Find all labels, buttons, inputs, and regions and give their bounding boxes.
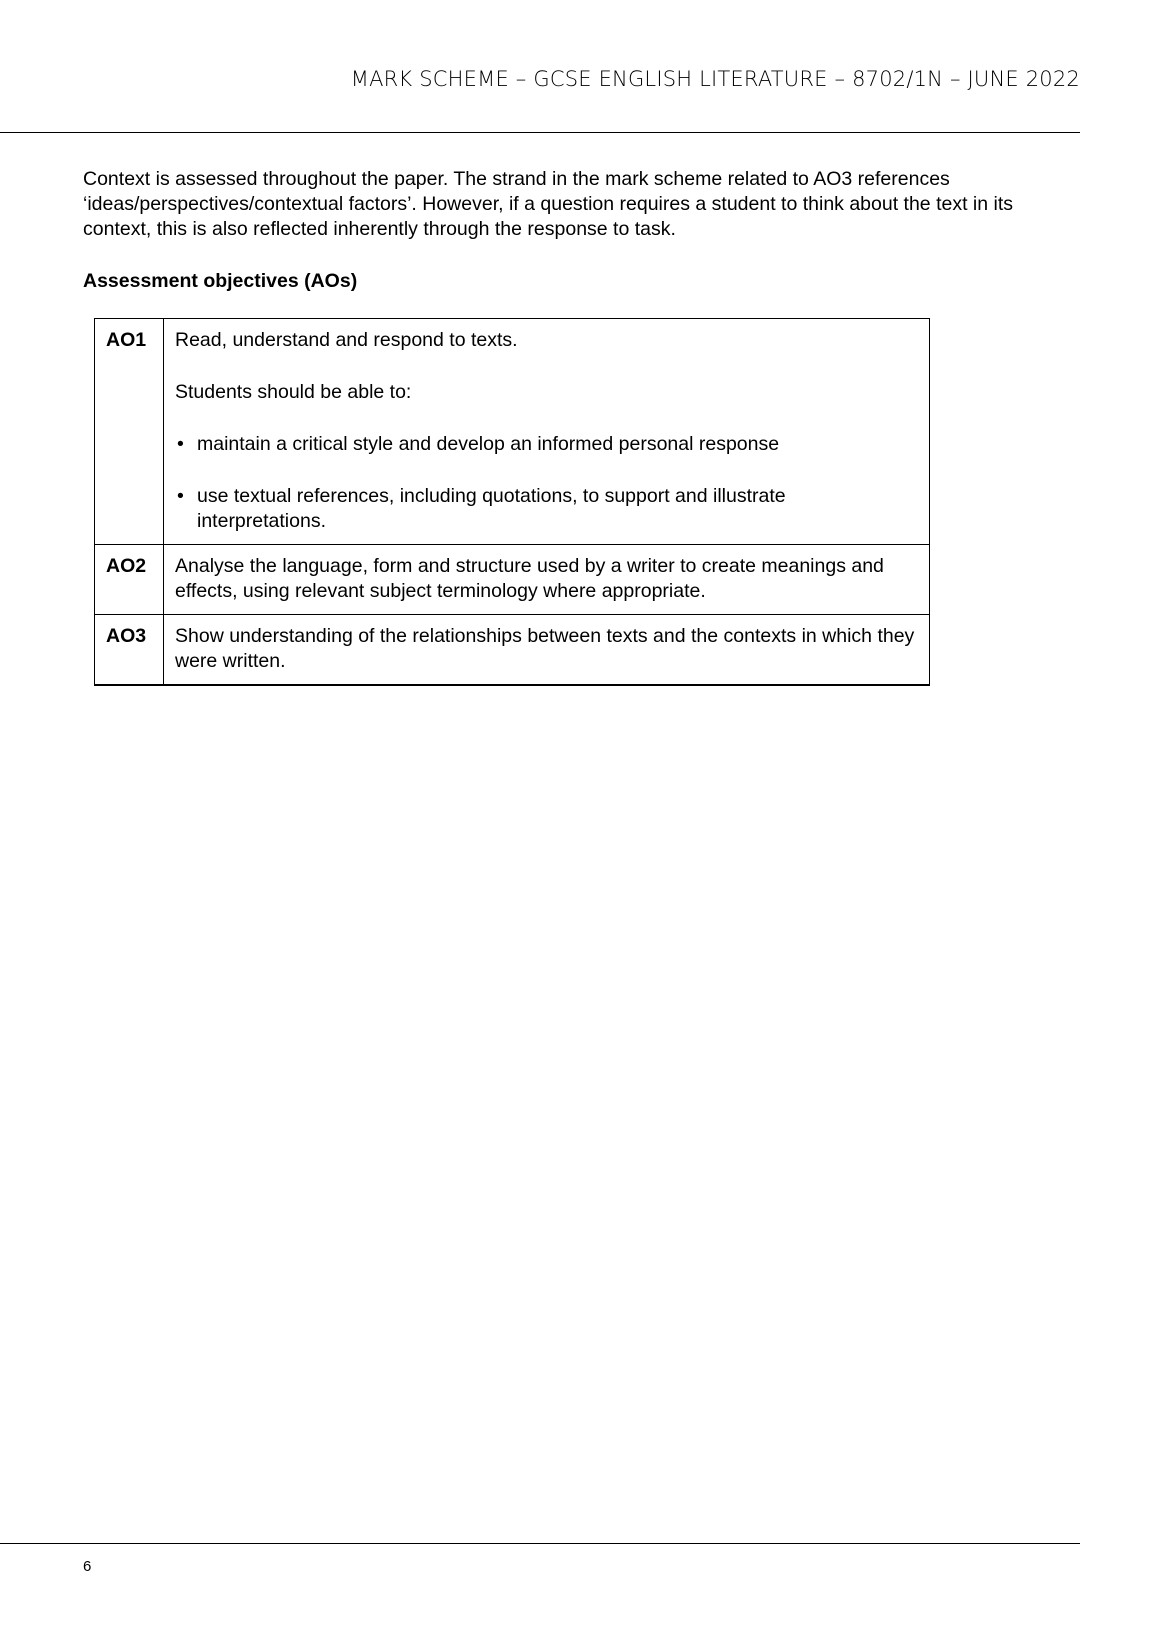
section-heading: Assessment objectives (AOs) bbox=[83, 270, 358, 292]
header-divider bbox=[0, 132, 1080, 133]
ao-description: Show understanding of the relationships between texts and the contexts in which they were written. bbox=[164, 615, 930, 686]
assessment-objectives-table bbox=[94, 318, 930, 686]
intro-section bbox=[83, 167, 1083, 242]
ao-description-cell bbox=[164, 319, 930, 545]
ao-code: AO2 bbox=[95, 545, 164, 615]
intro-paragraph: Context is assessed throughout the paper. The strand in the mark scheme related to AO3 references ‘ideas/perspectives/contextual factors’. However, if a question requires a student to think about the text in its context, this is also reflected inherently through the response to task. bbox=[83, 168, 1014, 240]
bullet-icon: • bbox=[177, 485, 184, 507]
ao-subheading: Students should be able to: bbox=[175, 381, 412, 403]
list-item-text: maintain a critical style and develop an informed personal response bbox=[197, 433, 780, 455]
ao-description: Read, understand and respond to texts. bbox=[175, 329, 518, 351]
page-number: 6 bbox=[83, 1558, 92, 1575]
list-item-text: use textual references, including quotations, to support and illustrate interpretations. bbox=[197, 485, 786, 532]
ao-code: AO3 bbox=[95, 615, 164, 686]
ao-code: AO1 bbox=[95, 319, 164, 545]
list-item bbox=[175, 484, 919, 534]
list-item bbox=[175, 432, 919, 457]
ao-description: Analyse the language, form and structure used by a writer to create meanings and effects, using relevant subject terminology where appropriate. bbox=[164, 545, 930, 615]
bullet-list bbox=[175, 432, 919, 534]
bullet-icon: • bbox=[177, 433, 184, 455]
table-row bbox=[95, 319, 930, 545]
page-header-title: MARK SCHEME – GCSE ENGLISH LITERATURE – 8702/1N – JUNE 2022 bbox=[350, 67, 1080, 91]
footer-divider bbox=[0, 1543, 1080, 1544]
table-row bbox=[95, 545, 930, 615]
table-row bbox=[95, 615, 930, 686]
